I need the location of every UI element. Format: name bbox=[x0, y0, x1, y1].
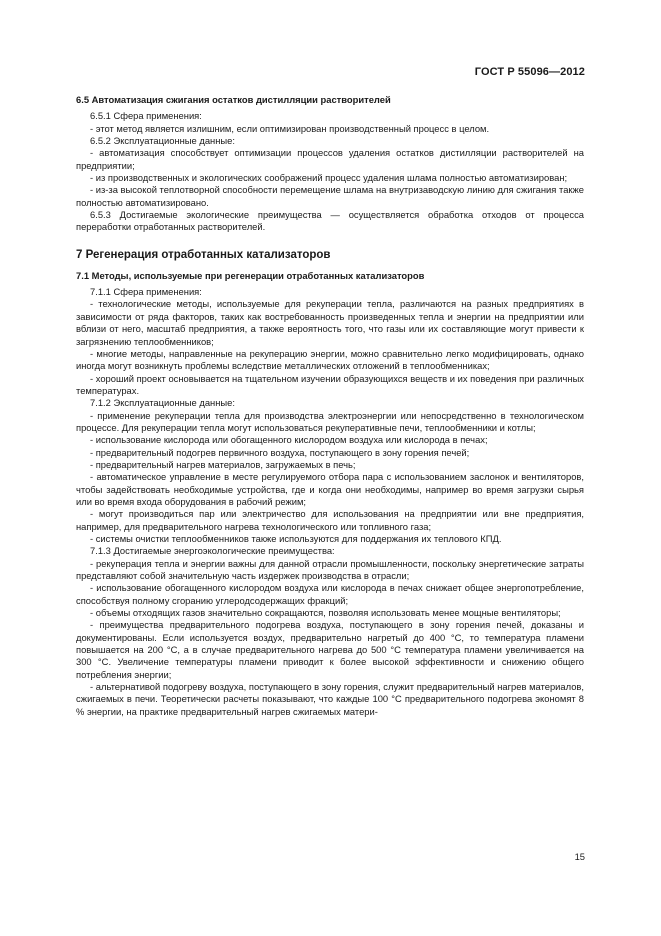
paragraph: - альтернативой подогреву воздуха, поступающего в зону горения, служит предварительный нагрев материалов, сжигаемых в печи. Теоретически расчеты показывают, что каждые 100 °С предварительного подогрева экономят 8 % энергии, на практике предварительный нагрев сжигаемых матери- bbox=[76, 681, 584, 717]
paragraph: - автоматическое управление в месте регулируемого отбора пара с использованием заслонок и вентиляторов, чтобы задействовать необходимые устройства, где и когда они необходимы, например во время загрузки сырья или во время входа оборудования в рабочий режим; bbox=[76, 471, 584, 507]
paragraph: - из производственных и экологических соображений процесс удаления шлама полностью автоматизирован; bbox=[90, 172, 568, 184]
paragraph: - могут производиться пар или электричество для использования на предприятии или вне предприятия, например, для предварительного нагрева технологического или топливного газа; bbox=[76, 508, 584, 532]
paragraph: 7.1.1 Сфера применения: bbox=[90, 286, 202, 298]
paragraph: - многие методы, направленные на рекуперацию энергии, можно сравнительно легко модифицировать, однако иногда могут возникнуть проблемы вследствие металлических отложений в теплообменниках; bbox=[76, 347, 584, 372]
paragraph: - применение рекуперации тепла для производства электроэнергии или непосредственно в технологическом процессе. Для рекуперации тепла могут использоваться рекуперативные печи, теплообменники и котлы; bbox=[76, 409, 584, 433]
heading-6-5: 6.5 Автоматизация сжигания остатков дистилляции растворителей bbox=[76, 94, 391, 105]
document-number: ГОСТ Р 55096—2012 bbox=[474, 66, 585, 78]
paragraph: - преимущества предварительного подогрева воздуха, поступающего в зону горения печей, доказаны и документированы. Если используется воздух, предварительно нагретый до 400 °С, то температура пламени повышается на 200 °С, а в случае предварительного нагрева до 500 °С температура пламени увеличивается на 300 °С. Увеличение температуры пламени приводит к более высокой эффективности и снижению общего потребления энергии; bbox=[76, 619, 584, 680]
paragraph: - рекуперация тепла и энергии важны для данной отрасли промышленности, поскольку энергетические затраты представляют собой значительную часть издержек производства в отрасли; bbox=[76, 557, 584, 582]
paragraph: - предварительный подогрев первичного воздуха, поступающего в зону горения печей; bbox=[90, 446, 470, 458]
paragraph: - этот метод является излишним, если оптимизирован производственный процесс в целом. bbox=[90, 122, 490, 134]
paragraph: - объемы отходящих газов значительно сокращаются, позволяя использовать менее мощные вентиляторы; bbox=[90, 607, 561, 619]
paragraph: 6.5.1 Сфера применения: bbox=[90, 110, 202, 122]
paragraph: 7.1.3 Достигаемые энергоэкологические преимущества: bbox=[90, 545, 335, 557]
heading-7-1: 7.1 Методы, используемые при регенерации отработанных катализаторов bbox=[76, 269, 425, 281]
paragraph: 7.1.2 Эксплуатационные данные: bbox=[90, 397, 235, 409]
paragraph: - использование обогащенного кислородом воздуха или кислорода в печах снижает общее энергопотребление, способствуя полному сгоранию углеродсодержащих фракций; bbox=[76, 582, 584, 606]
paragraph: - технологические методы, используемые для рекуперации тепла, различаются на разных предприятиях в зависимости от ряда факторов, таких как востребованность произведенных тепла и энергии на предприятии или вблизи от него, масштаб предприятия, а также вероятность того, что газы или их составляющие могут привести к загрязнению теплообменников; bbox=[76, 298, 584, 347]
paragraph: - автоматизация способствует оптимизации процессов удаления остатков дистилляции растворителей на предприятии; bbox=[76, 147, 584, 171]
paragraph: - предварительный нагрев материалов, загружаемых в печь; bbox=[90, 458, 356, 470]
page-content bbox=[76, 94, 584, 718]
paragraph: - системы очистки теплообменников также используются для поддержания их теплового КПД. bbox=[90, 533, 502, 544]
paragraph: 6.5.2 Эксплуатационные данные: bbox=[90, 135, 235, 147]
paragraph: - хороший проект основывается на тщательном изучении образующихся веществ и их поведения при различных температурах. bbox=[76, 372, 584, 396]
paragraph: - из-за высокой теплотворной способности перемещение шлама на внутризаводскую линию для сжигания также полностью автоматизировано. bbox=[76, 184, 584, 208]
paragraph: - использование кислорода или обогащенного кислородом воздуха или кислорода в печах; bbox=[90, 434, 488, 446]
paragraph: 6.5.3 Достигаемые экологические преимущества — осуществляется обработка отходов от процесса переработки отработанных растворителей. bbox=[76, 209, 584, 233]
heading-7: 7 Регенерация отработанных катализаторов bbox=[76, 248, 331, 261]
page-number: 15 bbox=[574, 851, 585, 862]
